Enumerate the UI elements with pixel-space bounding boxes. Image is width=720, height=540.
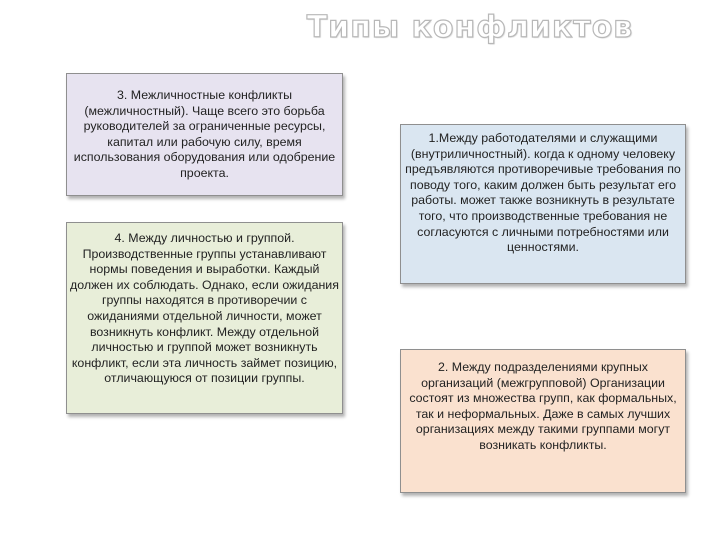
interpersonal-conflict-box xyxy=(66,73,343,196)
intrapersonal-conflict-box xyxy=(400,124,686,284)
individual-group-conflict-box xyxy=(66,222,343,414)
intergroup-conflict-box xyxy=(400,349,686,493)
slide-title: Типы конфликтов xyxy=(306,10,634,45)
interpersonal-conflict-text: 3. Межличностные конфликты (межличностный). Чаще всего это борьба руководителей за ограниченные ресурсы, капитал или рабочую силу, время использования оборудования или одобрение проекта. xyxy=(73,88,336,180)
intrapersonal-conflict-text: 1.Между работодателями и служащими (внутриличностный). когда к одному человеку предъявляются противоречивые требования по поводу того, каким должен быть результат его работы. может также возникнуть в результате того, что производственные требования не согласуются с личными потребностями или ценностями. xyxy=(405,131,681,255)
individual-group-conflict-text: 4. Между личностью и группой. Производственные группы устанавливают нормы поведения и выработки. Каждый должен их соблюдать. Однако, если ожидания группы находятся в противоречии с ожиданиями отдельной личности, может возникнуть конфликт. Между отдельной личностью и группой может возникнуть конфликт, если эта личность займет позицию, отличающуюся от позиции группы. xyxy=(70,231,339,386)
intergroup-conflict-text: 2. Между подразделениями крупных организаций (межгрупповой) Организации состоят из множества групп, как формальных, так и неформальных. Даже в самых лучших организациях между такими группами могут возникать конфликты. xyxy=(409,360,677,452)
